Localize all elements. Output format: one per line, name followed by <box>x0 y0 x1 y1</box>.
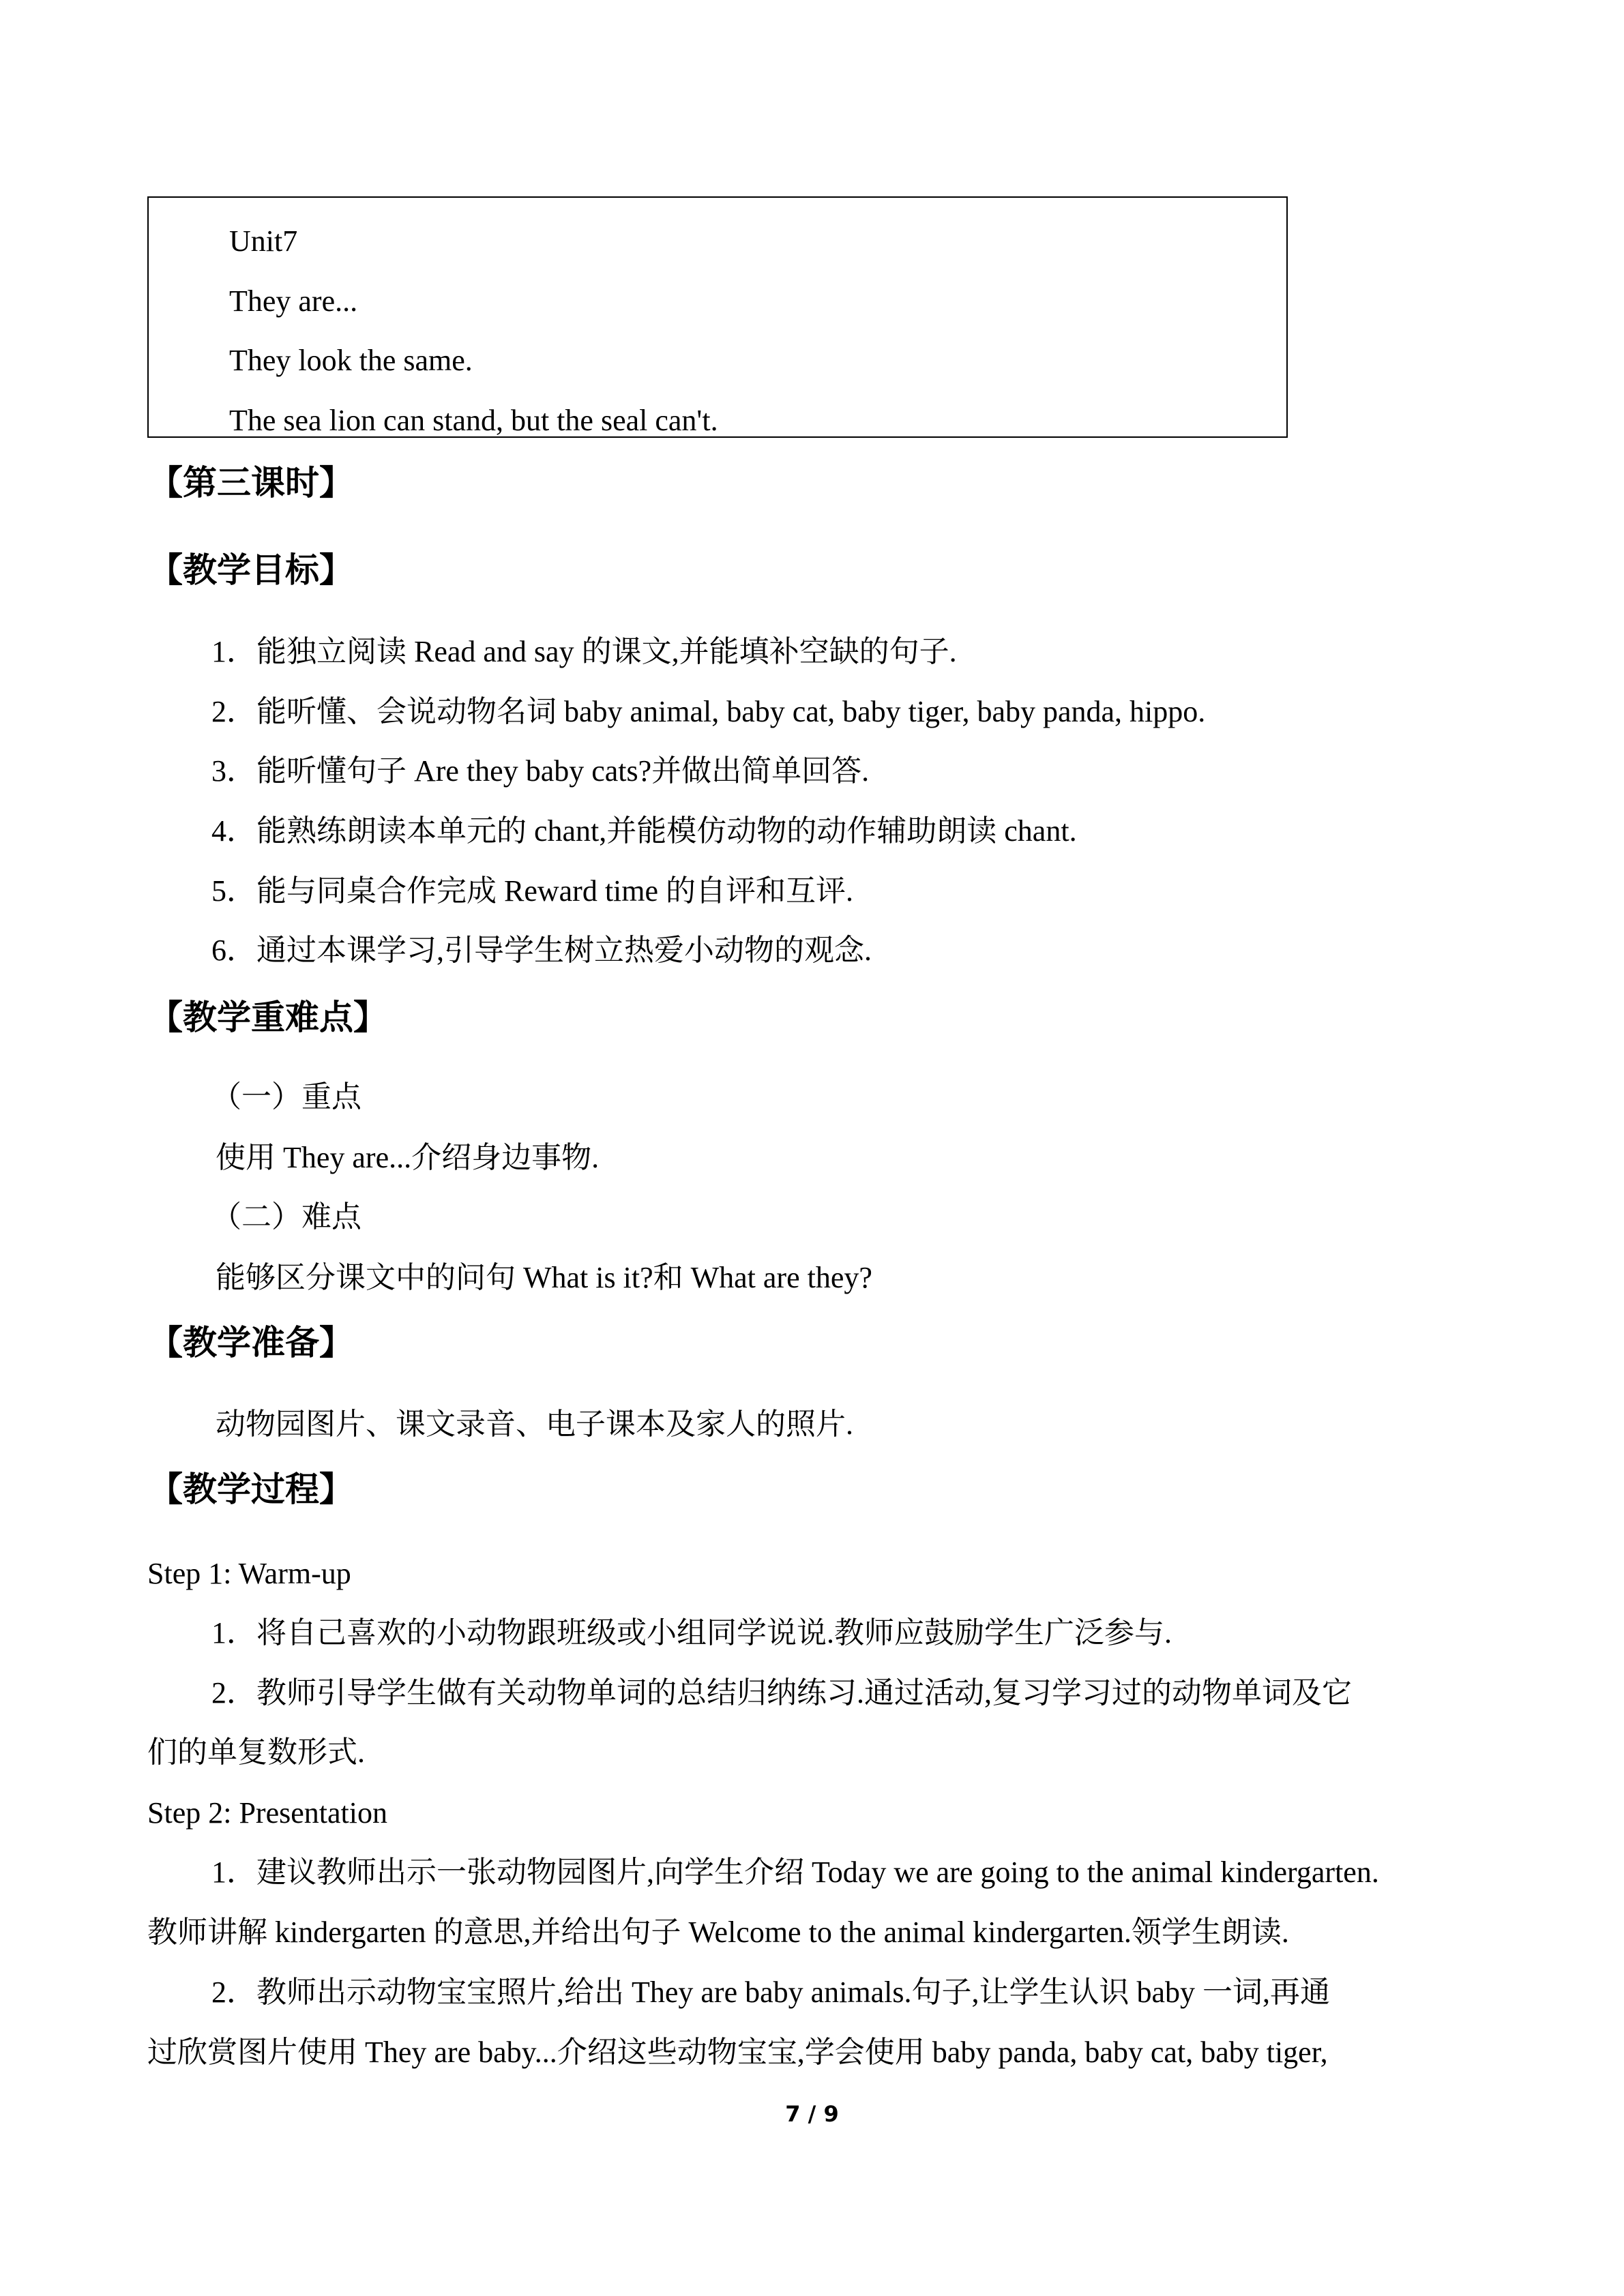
section-heading-lesson: 【第三课时】 <box>149 463 353 503</box>
goal-item: 6．通过本课学习,引导学生树立热爱小动物的观念. <box>211 934 872 967</box>
box-line-they-are: They are... <box>229 284 358 318</box>
step2-item-continued: 教师讲解 kindergarten 的意思,并给出句子 Welcome to the animal kindergarten.领学生朗读. <box>147 1915 1289 1949</box>
difficulty-text: 能够区分课文中的问句 What is it?和 What are they? <box>216 1261 872 1294</box>
key-point-text: 使用 They are...介绍身边事物. <box>216 1141 600 1174</box>
step1-item-continued: 们的单复数形式. <box>147 1735 365 1769</box>
step2-title: Step 2: Presentation <box>147 1796 387 1830</box>
step1-title: Step 1: Warm-up <box>147 1557 351 1590</box>
key-subheading-focus: （一）重点 <box>211 1080 361 1114</box>
box-line-sea-lion: The sea lion can stand, but the seal can't. <box>229 404 718 437</box>
prep-text: 动物园图片、课文录音、电子课本及家人的照片. <box>216 1407 853 1441</box>
step2-item: 2．教师出示动物宝宝照片,给出 They are baby animals.句子,让学生认识 baby 一词,再通 <box>211 1976 1331 2009</box>
goal-item: 2．能听懂、会说动物名词 baby animal, baby cat, baby tiger, baby panda, hippo. <box>211 695 1206 728</box>
goal-item: 5．能与同桌合作完成 Reward time 的自评和互评. <box>211 874 854 908</box>
section-heading-goals: 【教学目标】 <box>149 550 353 590</box>
box-line-look-same: They look the same. <box>229 344 473 377</box>
goal-item: 3．能听懂句子 Are they baby cats?并做出简单回答. <box>211 754 870 788</box>
step1-item: 1．将自己喜欢的小动物跟班级或小组同学说说.教师应鼓励学生广泛参与. <box>211 1616 1172 1650</box>
key-subheading-difficulty: （二）难点 <box>211 1200 361 1234</box>
section-heading-key-points: 【教学重难点】 <box>149 998 387 1037</box>
section-heading-process: 【教学过程】 <box>149 1470 353 1509</box>
page-number: 7 / 9 <box>785 2101 839 2127</box>
section-heading-prep: 【教学准备】 <box>149 1323 353 1362</box>
goal-item: 1．能独立阅读 Read and say 的课文,并能填补空缺的句子. <box>211 635 957 668</box>
step1-item: 2．教师引导学生做有关动物单词的总结归纳练习.通过活动,复习学习过的动物单词及它 <box>211 1676 1352 1710</box>
goal-item: 4．能熟练朗读本单元的 chant,并能模仿动物的动作辅助朗读 chant. <box>211 814 1077 848</box>
box-line-unit: Unit7 <box>229 224 298 258</box>
step2-item: 1．建议教师出示一张动物园图片,向学生介绍 Today we are going to the animal kindergarten. <box>211 1855 1379 1889</box>
unit-summary-box <box>147 196 1288 438</box>
step2-item-continued: 过欣赏图片使用 They are baby...介绍这些动物宝宝,学会使用 baby panda, baby cat, baby tiger, <box>147 2036 1328 2069</box>
